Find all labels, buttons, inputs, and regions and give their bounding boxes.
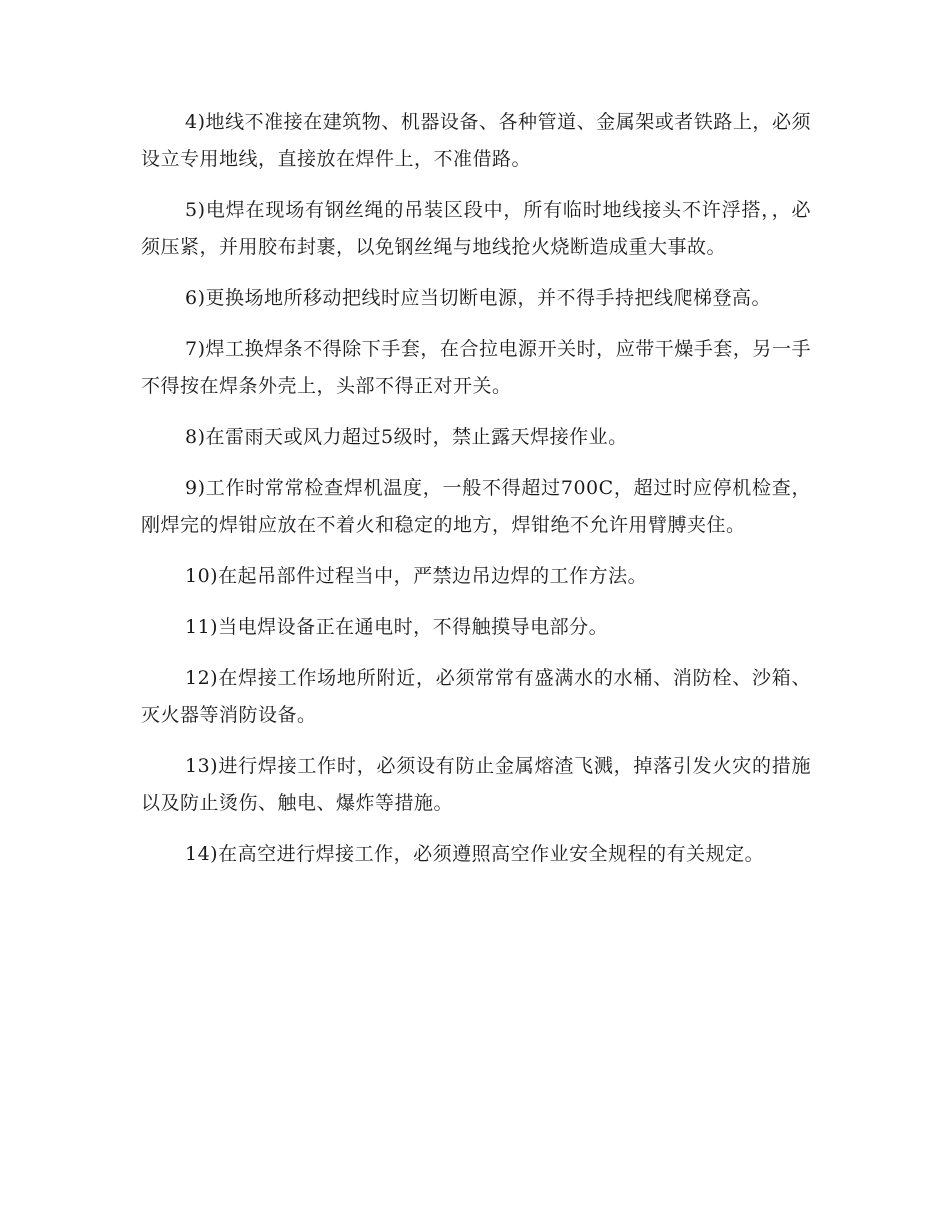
- paragraph-item-14: 14)在高空进行焊接工作，必须遵照高空作业安全规程的有关规定。: [185, 843, 765, 865]
- document-body: [141, 104, 811, 887]
- paragraph-item-8: 8)在雷雨天或风力超过5级时，禁止露天焊接作业。: [185, 426, 628, 448]
- paragraph-item-12: 12)在焊接工作场地所附近，必须常常有盛满水的水桶、消防栓、沙箱、灭火器等消防设备。: [141, 667, 811, 726]
- paragraph-item-13: 13)进行焊接工作时，必须设有防止金属熔渣飞溅，掉落引发火灾的措施以及防止烫伤、触电、爆炸等措施。: [141, 755, 811, 814]
- paragraph-item-11: 11)当电焊设备正在通电时，不得触摸导电部分。: [185, 616, 609, 638]
- paragraph-item-4: 4)地线不准接在建筑物、机器设备、各种管道、金属架或者铁路上，必须设立专用地线，直接放在焊件上，不准借路。: [141, 111, 811, 170]
- paragraph-item-6: 6)更换场地所移动把线时应当切断电源，并不得手持把线爬梯登高。: [185, 287, 772, 309]
- paragraph-item-10: 10)在起吊部件过程当中，严禁边吊边焊的工作方法。: [185, 565, 648, 587]
- paragraph-item-9: 9)工作时常常检查焊机温度，一般不得超过700C，超过时应停机检查，刚焊完的焊钳应放在不着火和稳定的地方，焊钳绝不允许用臂膊夹住。: [141, 477, 811, 536]
- paragraph-item-7: 7)焊工换焊条不得除下手套，在合拉电源开关时，应带干燥手套，另一手不得按在焊条外壳上，头部不得正对开关。: [141, 338, 811, 397]
- paragraph-item-5: 5)电焊在现场有钢丝绳的吊装区段中，所有临时地线接头不许浮搭，，必须压紧，并用胶布封裹，以免钢丝绳与地线抢火烧断造成重大事故。: [141, 199, 811, 258]
